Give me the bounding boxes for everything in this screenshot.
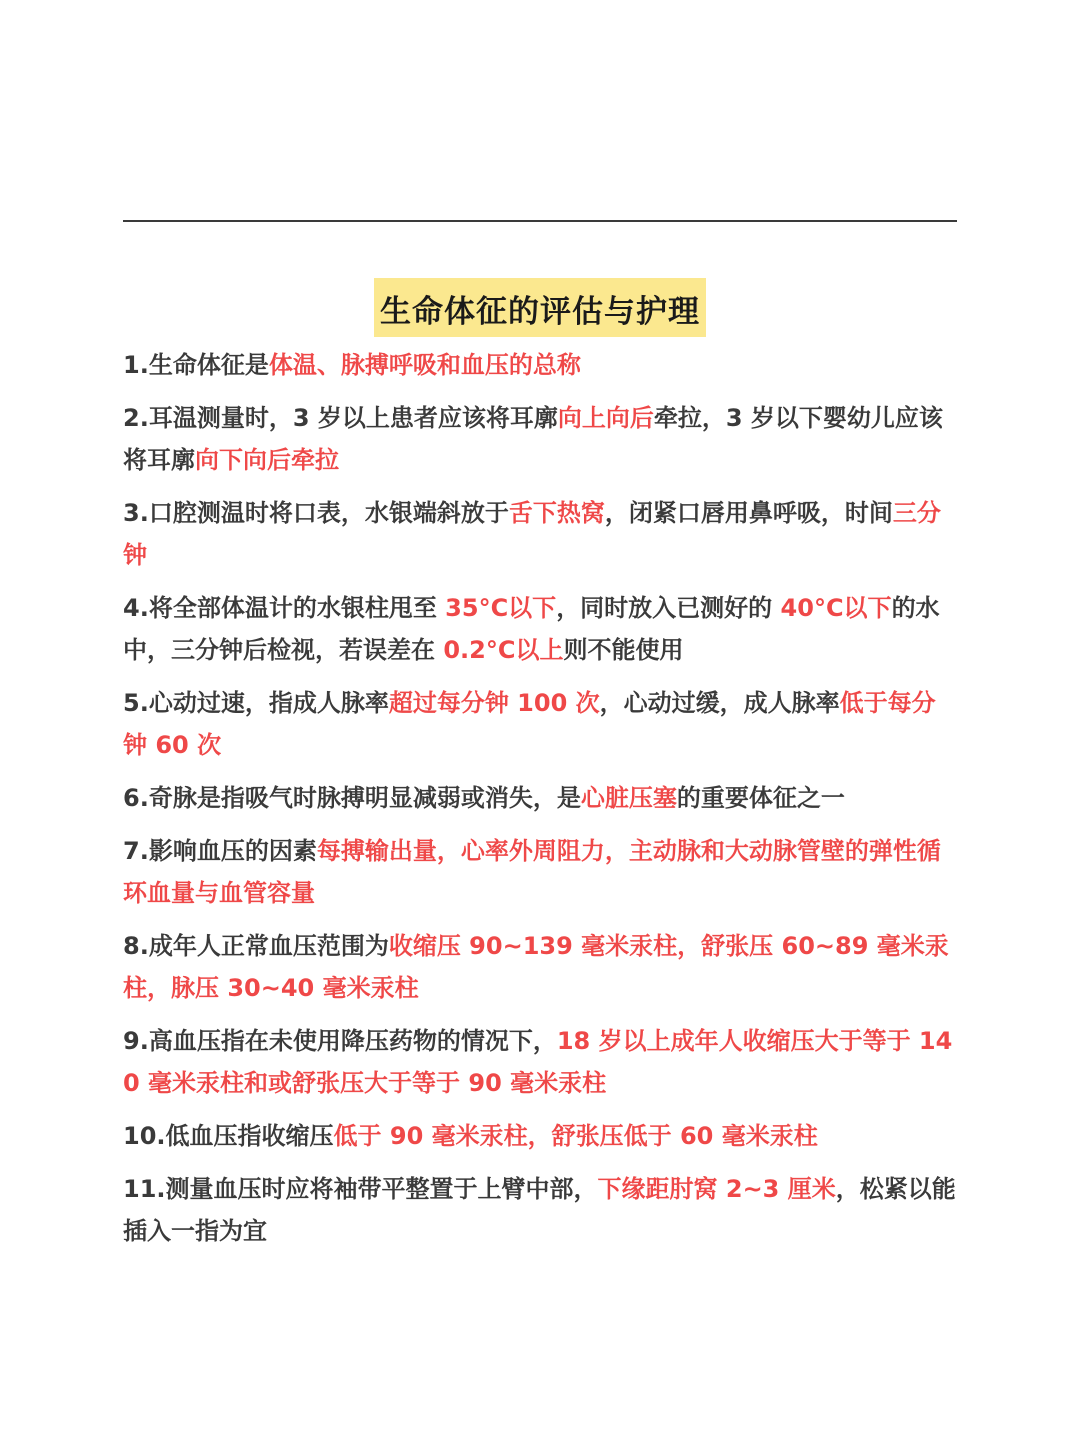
item-text: 10.低血压指收缩压 — [123, 1122, 334, 1150]
list-item — [123, 1020, 957, 1104]
list-item — [123, 1115, 957, 1157]
item-text: 牵拉，3 岁以下婴幼儿应该将耳廓 — [123, 404, 943, 474]
highlighted-text: 35°C以下 — [445, 594, 557, 622]
item-text: 5.心动过速，指成人脉率 — [123, 689, 389, 717]
highlighted-text: 每搏输出量，心率外周阻力，主动脉和大动脉管壁的弹性循环血量与血管容量 — [123, 837, 941, 907]
list-item — [123, 397, 957, 481]
list-item — [123, 830, 957, 914]
item-text: 2.耳温测量时，3 岁以上患者应该将耳廓 — [123, 404, 558, 432]
item-text: 11.测量血压时应将袖带平整置于上臂中部， — [123, 1175, 598, 1203]
title-container — [0, 278, 1080, 337]
item-text: ，心动过缓，成人脉率 — [599, 689, 840, 717]
highlighted-text: 18 岁以上成年人收缩压大于等于 140 毫米汞柱和或舒张压大于等于 90 毫米汞柱 — [123, 1027, 953, 1097]
highlighted-text: 低于每分钟 60 次 — [123, 689, 936, 759]
item-text: ，同时放入已测好的 — [556, 594, 781, 622]
notes-list — [123, 344, 957, 1263]
highlighted-text: 舌下热窝 — [508, 499, 605, 527]
highlighted-text: 0.2°C以上 — [443, 636, 564, 664]
highlighted-text: 40°C以下 — [780, 594, 892, 622]
item-text: 3.口腔测温时将口表，水银端斜放于 — [123, 499, 509, 527]
item-text: ，松紧以能插入一指为宜 — [123, 1175, 956, 1245]
item-text: 的重要体征之一 — [676, 784, 845, 812]
highlighted-text: 向上向后 — [557, 404, 654, 432]
list-item — [123, 682, 957, 766]
item-text: ，闭紧口唇用鼻呼吸，时间 — [604, 499, 893, 527]
highlighted-text: 三分钟 — [123, 499, 941, 569]
list-item — [123, 587, 957, 671]
item-text: 6.奇脉是指吸气时脉搏明显减弱或消失，是 — [123, 784, 581, 812]
item-text: 7.影响血压的因素 — [123, 837, 317, 865]
item-text: 4.将全部体温计的水银柱甩至 — [123, 594, 446, 622]
list-item — [123, 492, 957, 576]
highlighted-text: 体温、脉搏呼吸和血压的总称 — [268, 351, 581, 379]
top-divider — [123, 220, 957, 222]
highlighted-text: 超过每分钟 100 次 — [388, 689, 600, 717]
highlighted-text: 向下向后牵拉 — [195, 446, 339, 474]
item-text: 9.高血压指在未使用降压药物的情况下， — [123, 1027, 557, 1055]
highlighted-text: 低于 90 毫米汞柱，舒张压低于 60 毫米汞柱 — [333, 1122, 818, 1150]
highlighted-text: 收缩压 90~139 毫米汞柱，舒张压 60~89 毫米汞柱，脉压 30~40 毫米汞柱 — [123, 932, 949, 1002]
item-text: 1.生命体征是 — [123, 351, 269, 379]
item-text: 8.成年人正常血压范围为 — [123, 932, 389, 960]
list-item — [123, 344, 957, 386]
list-item — [123, 1168, 957, 1252]
page-title: 生命体征的评估与护理 — [374, 278, 706, 337]
list-item — [123, 925, 957, 1009]
list-item — [123, 777, 957, 819]
item-text: 的水中，三分钟后检视，若误差在 — [123, 594, 940, 664]
highlighted-text: 心脏压塞 — [580, 784, 677, 812]
highlighted-text: 下缘距肘窝 2~3 厘米 — [597, 1175, 836, 1203]
item-text: 则不能使用 — [563, 636, 684, 664]
